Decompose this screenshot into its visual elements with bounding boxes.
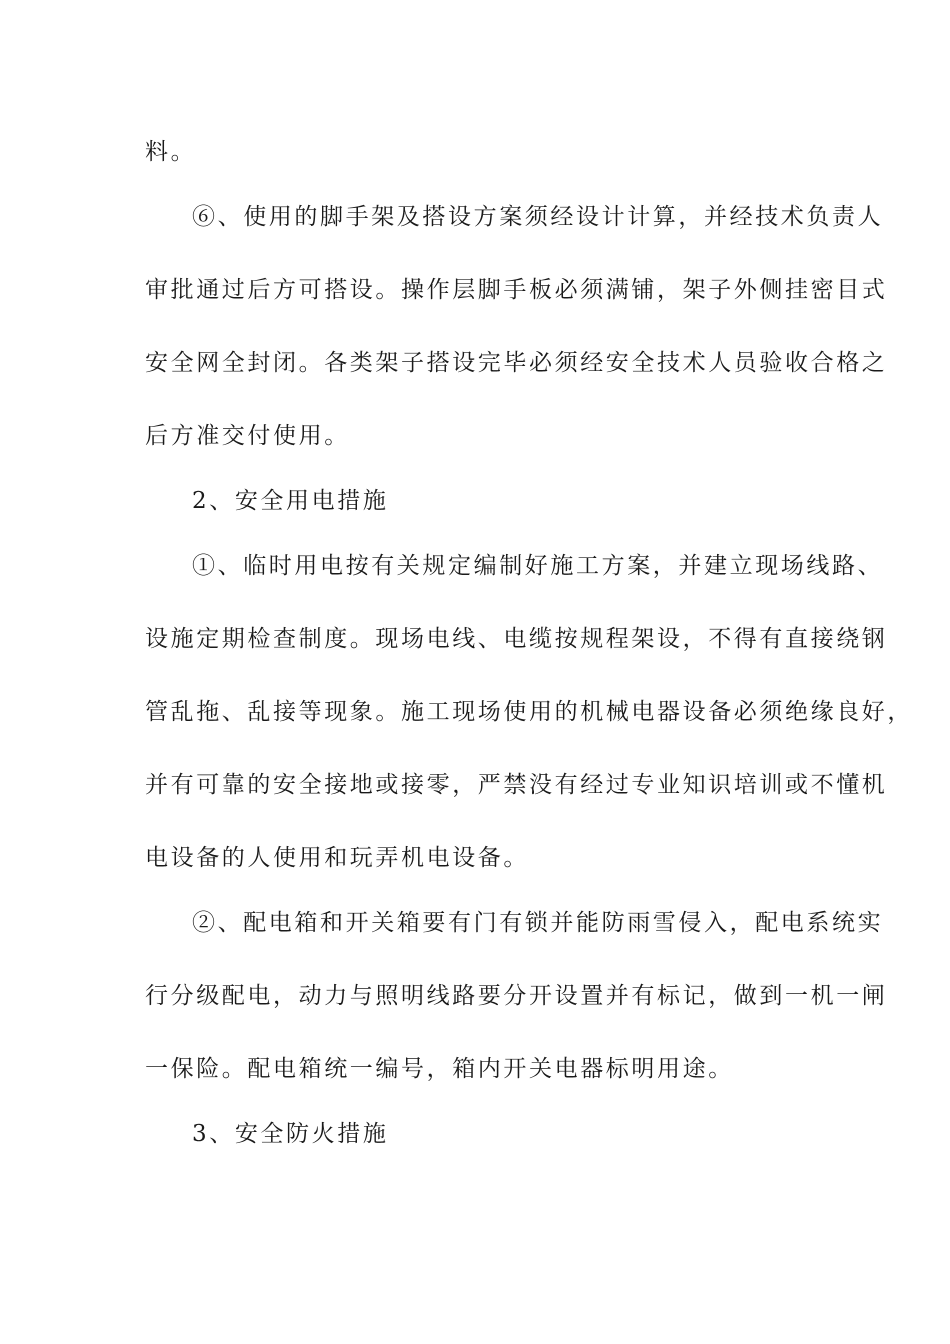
section-heading-electricity: 2、安全用电措施: [192, 488, 389, 514]
item-1-line-3: 管乱拖、乱接等现象。施工现场使用的机械电器设备必须绝缘良好，: [145, 699, 913, 725]
item-6-line-4: 后方准交付使用。: [145, 423, 350, 449]
paragraph-continuation-line: 料。: [145, 139, 197, 165]
item-1-line-1: ①、临时用电按有关规定编制好施工方案，并建立现场线路、: [192, 553, 884, 579]
item-6-line-1: ⑥、使用的脚手架及搭设方案须经设计计算，并经技术负责人: [192, 204, 884, 230]
item-6-line-2: 审批通过后方可搭设。操作层脚手板必须满铺，架子外侧挂密目式: [145, 277, 888, 303]
item-1-line-4: 并有可靠的安全接地或接零，严禁没有经过专业知识培训或不懂机: [145, 772, 888, 798]
item-2-line-2: 行分级配电，动力与照明线路要分开设置并有标记，做到一机一闸: [145, 983, 888, 1009]
item-2-line-1: ②、配电箱和开关箱要有门有锁并能防雨雪侵入，配电系统实: [192, 910, 884, 936]
item-6-line-3: 安全网全封闭。各类架子搭设完毕必须经安全技术人员验收合格之: [145, 350, 888, 376]
item-1-line-5: 电设备的人使用和玩弄机电设备。: [145, 845, 529, 871]
item-2-line-3: 一保险。配电箱统一编号，箱内开关电器标明用途。: [145, 1056, 734, 1082]
item-1-line-2: 设施定期检查制度。现场电线、电缆按规程架设，不得有直接绕钢: [145, 626, 888, 652]
section-heading-fire: 3、安全防火措施: [192, 1121, 389, 1147]
